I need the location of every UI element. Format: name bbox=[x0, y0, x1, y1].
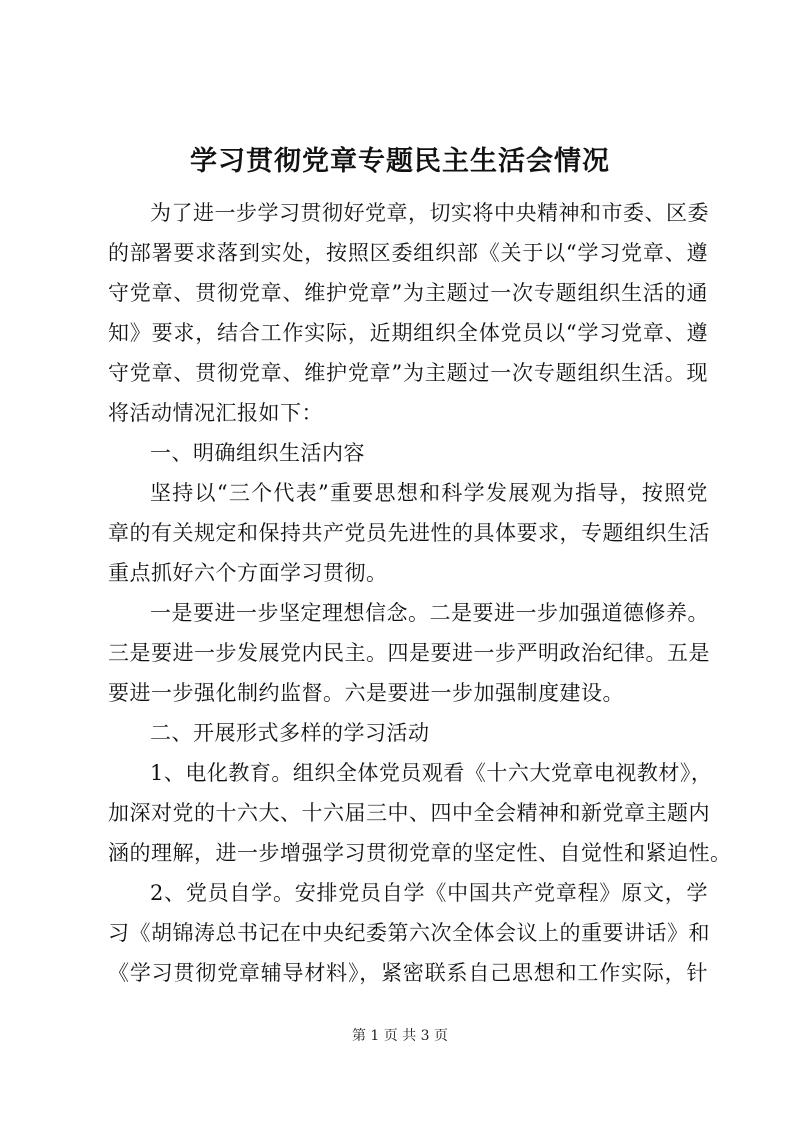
body-line: 1、电化教育。组织全体党员观看《十六大党章电视教材》， bbox=[150, 761, 713, 785]
body-line: 的部署要求落到实处，按照区委组织部《关于以“学习党章、遵 bbox=[108, 241, 708, 265]
body-line: 坚持以“三个代表”重要思想和科学发展观为指导，按照党 bbox=[150, 481, 708, 505]
document-title: 学习贯彻党章专题民主生活会情况 bbox=[190, 146, 610, 177]
page-footer: 第 1 页 共 3 页 bbox=[351, 1028, 449, 1044]
body-line: 涵的理解，进一步增强学习贯彻党章的坚定性、自觉性和紧迫性。 bbox=[108, 841, 732, 865]
body-line: 一是要进一步坚定理想信念。二是要进一步加强道德修养。 bbox=[150, 601, 709, 625]
body-line: 要进一步强化制约监督。六是要进一步加强制度建设。 bbox=[108, 681, 624, 705]
body-line: 知》要求，结合工作实际，近期组织全体党员以“学习党章、遵 bbox=[108, 321, 708, 345]
body-line: 守党章、贯彻党章、维护党章”为主题过一次专题组织生活。现 bbox=[108, 361, 708, 385]
section-heading: 一、明确组织生活内容 bbox=[150, 441, 365, 465]
section-heading: 二、开展形式多样的学习活动 bbox=[150, 721, 430, 745]
body-line: 重点抓好六个方面学习贯彻。 bbox=[108, 561, 388, 585]
body-line: 守党章、贯彻党章、维护党章”为主题过一次专题组织生活的通 bbox=[108, 281, 708, 305]
body-line: 加深对党的十六大、十六届三中、四中全会精神和新党章主题内 bbox=[108, 801, 710, 825]
body-line: 2、党员自学。安排党员自学《中国共产党章程》原文，学 bbox=[150, 881, 708, 905]
document-body bbox=[108, 193, 732, 993]
body-line: 习《胡锦涛总书记在中央纪委第六次全体会议上的重要讲话》和 bbox=[108, 921, 710, 945]
body-line: 三是要进一步发展党内民主。四是要进一步严明政治纪律。五是 bbox=[108, 641, 710, 665]
body-line: 为了进一步学习贯彻好党章，切实将中央精神和市委、区委 bbox=[150, 201, 709, 225]
body-line: 《学习贯彻党章辅导材料》，紧密联系自己思想和工作实际，针 bbox=[108, 961, 708, 985]
body-line: 将活动情况汇报如下： bbox=[108, 401, 323, 425]
body-line: 章的有关规定和保持共产党员先进性的具体要求，专题组织生活 bbox=[108, 521, 710, 545]
